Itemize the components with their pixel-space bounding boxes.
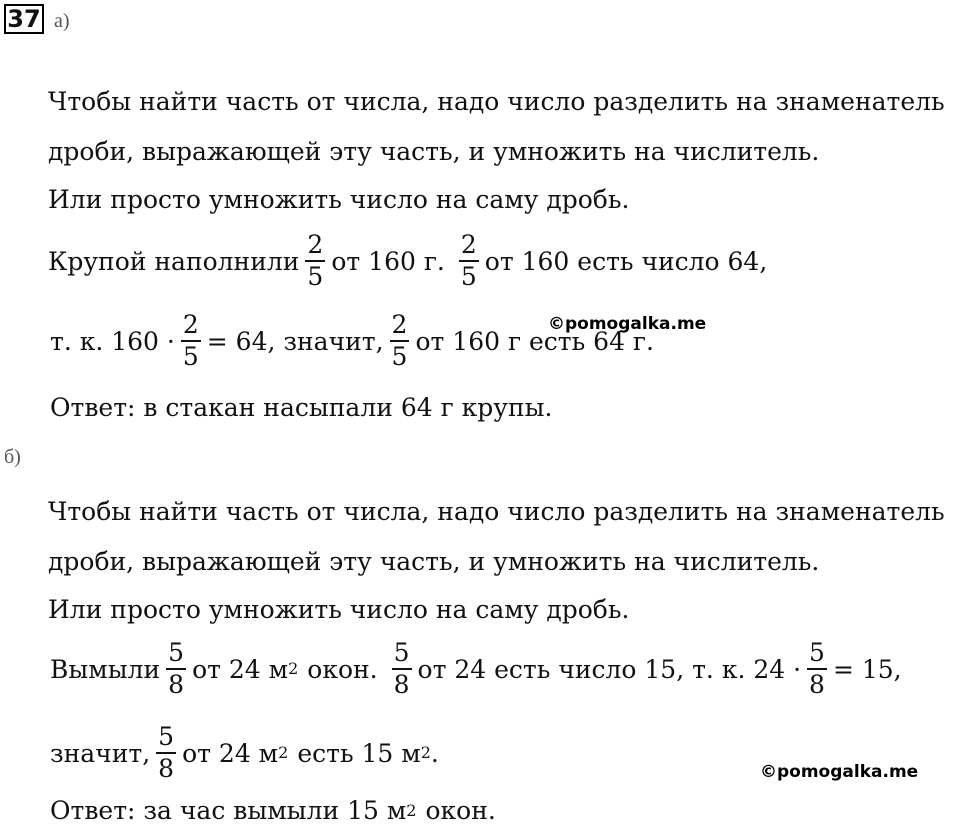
fraction-2-5 [459, 230, 479, 292]
fraction-denominator: 8 [158, 754, 175, 783]
fraction-numerator: 5 [158, 722, 175, 751]
part-b-label: б) [4, 446, 21, 468]
fraction-numerator: 2 [307, 230, 324, 259]
fraction-numerator: 2 [391, 310, 408, 339]
part-a-label: а) [54, 10, 70, 32]
fraction-numerator: 2 [182, 310, 199, 339]
part-a-l4-text-3: от 160 есть число 64, [484, 246, 768, 276]
part-a-line-4 [48, 230, 767, 292]
fraction-2-5 [181, 310, 201, 372]
fraction-denominator: 8 [809, 670, 825, 699]
fraction-2-5 [390, 310, 410, 372]
fraction-denominator: 8 [168, 670, 185, 699]
fraction-numerator: 5 [809, 638, 825, 667]
part-b-line-5: значит, $\frac{5}{8}$ от 24 м 2 есть 15 м 2 . [50, 722, 439, 783]
part-b-rule-line-3: Или просто умножить число на саму дробь. [48, 595, 630, 624]
fraction-5-8 [156, 722, 176, 784]
fraction-5-8 [807, 638, 827, 700]
fraction-2-5 [305, 230, 325, 292]
part-b-l5-text-1: значит, [50, 738, 151, 768]
part-b-l4-text-3: окон. [307, 654, 378, 684]
watermark: ©pomogalka.me [548, 314, 707, 334]
part-a-l5-text-3: от 160 г есть 64 г. [415, 326, 654, 356]
part-a-rule-line-1: Чтобы найти часть от числа, надо число разделить на знаменатель [48, 87, 945, 116]
fraction-denominator: 8 [393, 670, 410, 699]
part-b-l5-text-3: есть 15 м [297, 738, 421, 768]
fraction-denominator: 5 [182, 342, 199, 371]
part-a-l5-text-2: = 64, значит, [206, 326, 384, 356]
part-a-rule-line-2: дроби, выражающей эту часть, и умножить на числитель. [48, 137, 820, 166]
fraction-numerator: 5 [393, 638, 410, 667]
fraction-5-8 [392, 638, 412, 700]
part-a-answer: Ответ: в стакан насыпали 64 г крупы. [50, 393, 553, 422]
part-b-l5-text-4: . [430, 738, 439, 768]
part-b-rule-line-2: дроби, выражающей эту часть, и умножить на числитель. [48, 547, 820, 576]
part-b-rule-line-1: Чтобы найти часть от числа, надо число разделить на знаменатель [48, 497, 945, 526]
part-a-l4-text-2: от 160 г. [331, 246, 445, 276]
part-b-answer: Ответ: за час вымыли 15 м 2 окон. [50, 796, 496, 825]
part-b-line-4: Вымыли $\frac{5}{8}$ от 24 м 2 окон. $\frac{5}{8}$ от 24 есть число 15, т. к. 24 · $\frac{5}{8}$ = 15, [50, 638, 902, 699]
fraction-5-8 [166, 638, 186, 700]
part-b-answer-text-2: окон. [425, 796, 496, 825]
part-b-l4-text-4: от 24 есть число 15, т. к. 24 · [417, 654, 802, 684]
part-a-rule-line-3: Или просто умножить число на саму дробь. [48, 185, 630, 214]
part-b-answer-text-1: Ответ: за час вымыли 15 м [50, 796, 407, 825]
part-a-l5-text-1: т. к. 160 · [50, 326, 175, 356]
part-b-l5-text-2: от 24 м [182, 738, 279, 768]
fraction-denominator: 5 [391, 342, 408, 371]
part-b-l4-text-5: = 15, [832, 654, 902, 684]
part-b-l4-text-1: Вымыли [50, 654, 161, 684]
fraction-numerator: 2 [460, 230, 477, 259]
fraction-denominator: 5 [460, 262, 477, 291]
part-a-l4-text-1: Крупой наполнили [48, 246, 300, 276]
part-b-l4-text-2: от 24 м [192, 654, 289, 684]
watermark: ©pomogalka.me [760, 762, 919, 782]
fraction-numerator: 5 [168, 638, 185, 667]
task-number: 37 [4, 4, 44, 34]
fraction-denominator: 5 [307, 262, 324, 291]
